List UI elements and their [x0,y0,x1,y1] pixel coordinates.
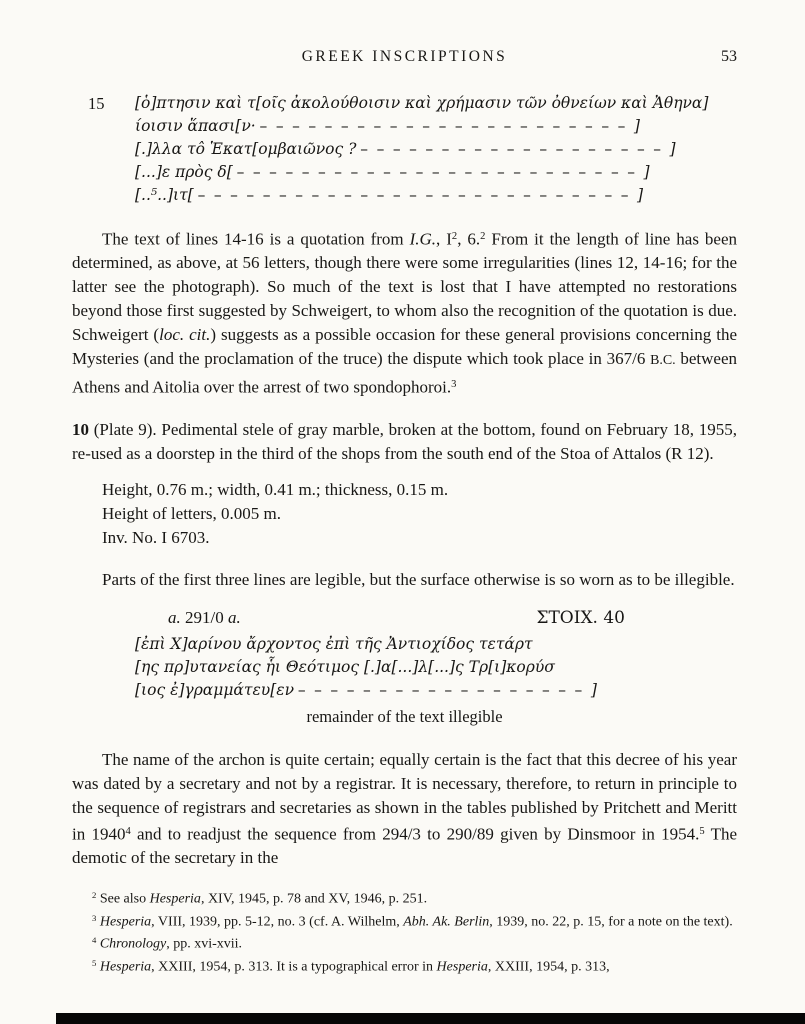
footnote-3: $^3$ Hesperia, VIII, 1939, pp. 5-12, no. 3 (cf. A. Wilhelm, Abh. Ak. Berlin, 1939, no. 22, p. 15, for a note on the text). [92,912,733,929]
inscription-10-lines [135,633,737,702]
inscription-10 [72,606,737,730]
footnote-2: $^2$ See also Hesperia, XIV, 1945, p. 78 and XV, 1946, p. 251. [92,889,428,907]
paragraph-quotation-discussion: The text of lines 14-16 is a quotation from I.G., $I^2$, 6.$^2$ From it the length of line has been determined, as above, at 56 letters, though there were some irregularities (lines 12, 14-16; for the latter see the photograph). So much of the text is lost that I have attempted no restorations beyond those first suggested by Schweigert, to whom also the recognition of the quotation is due. Schweigert (loc. cit.) suggests as a possible occasion for these general provisions concerning the Mysteries (and the proclamation of the truce) the dispute which took place in 367/6 B.C. between Athens and Aitolia over the arrest of two spondophoroi.$^3$ [72,229,738,397]
illegible-text-caption: remainder of the text illegible [306,706,503,726]
inscription-10-line-1: [ἐπὶ Χ]αρίνου ἄρχοντος ἐπὶ τῆς Ἀντιοχίδος τετάρτ [135,634,533,653]
running-title: GREEK INSCRIPTIONS [301,48,508,65]
measurement-line-dimensions: Height, 0.76 m.; width, 0.41 m.; thickness, 0.15 m. [102,479,449,499]
measurement-line-letters: Height of letters, 0.005 m. [102,503,281,523]
inscription-15-line-3: [.]λλα τô Ἑκατ[ομβαιῶνος ? –––––––––––––––––––] [135,140,676,158]
inscription-10-line-2: [ης πρ]υτανείας ἧι Θεότιμος [.]α[...]λ[...]ς Τρ[ι]κορύσ [135,657,555,676]
inscription-15-number: 15 [88,94,105,113]
inscription-10-line-3: [ιος ἐ]γραμμάτευ[εν ––––––––––––––––––] [135,680,597,699]
inscription-15-line-4: [...]ε πρὸς δ[ –––––––––––––––––––––––––] [135,163,650,181]
inscription-15-line-2: ίοισιν ἅπασι[ν· –––––––––––––––––––––––] [135,117,640,135]
inscription-10-date: a. 291/0 a. [168,607,241,627]
footnote-5: $^5$ Hesperia, XXIII, 1954, p. 313. It is a typographical error in Hesperia, XXIII, 1954, p. 313, [92,958,610,975]
measurements-block [102,478,737,550]
paragraph-legibility: Parts of the first three lines are legible, but the surface otherwise is so worn as to be illegible. [102,569,735,589]
inscription-15 [72,92,737,207]
page-number: 53 [721,48,737,65]
inscription-15-line-5: [..⁵..]ιτ[ –––––––––––––––––––––––––––] [135,186,644,204]
inscription-15-line-1: [ὁ]πτησιν καὶ τ[οῖς ἀκολούθοισιν καὶ χρήμασιν τῶν ὀθνείων καὶ Ἀθηνα] [135,94,709,112]
stoichedon-label: ΣΤΟΙΧ. 40 [536,607,625,628]
paragraph-archon-discussion: The name of the archon is quite certain; equally certain is the fact that this decree of his year was dated by a secretary and not by a registrar. It is necessary, therefore, to return in principle to the sequence of registrars and secretaries as shown in the tables published by Pritchett and Meritt in 1940$^4$ and to readjust the sequence from 294/3 to 290/89 given by Dinsmoor in 1954.$^5$ The demotic of the secretary in the [72,749,737,867]
page-header [72,46,737,68]
footnotes-block [72,886,737,977]
inscription-15-lines [135,92,737,207]
paragraph-item-10-intro: 10 (Plate 9). Pedimental stele of gray marble, broken at the bottom, found on February 18, 1955, re-used as a doorstep in the third of the shops from the south end of the Stoa of Attalos (R 12). [72,419,737,463]
inscription-10-heading [168,606,625,630]
footnote-4: $^4$ Chronology, pp. xvi-xvii. [92,935,243,952]
scan-artifact-bar [56,1013,805,1024]
measurement-line-inventory: Inv. No. I 6703. [102,527,210,547]
